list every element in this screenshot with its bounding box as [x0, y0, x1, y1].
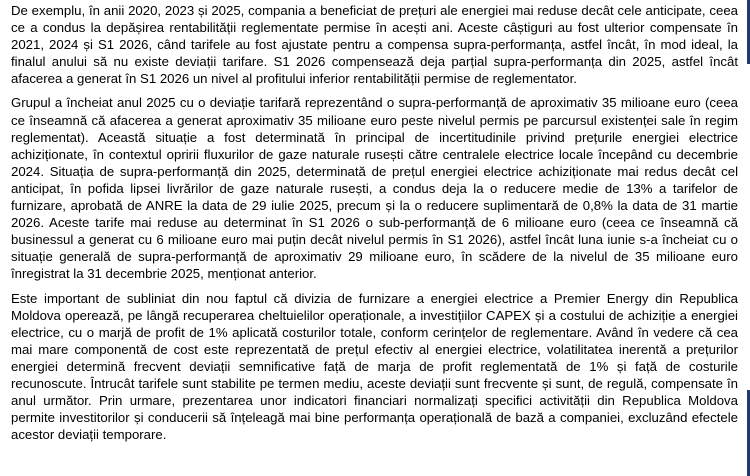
paragraph-tariff-compensation: De exemplu, în anii 2020, 2023 și 2025, compania a beneficiat de prețuri ale energiei mai reduse decât cele anticipate, ceea ce a condus la depășirea rentabilității reglementate permise în acești ani. Aceste câștiguri au fost ulterior compensate în 2021, 2024 și S1 2026, când tarifele au fost ajustate pentru a compensa supra-performanța, astfel încât, în mod ideal, la finalul anului să nu existe deviații tarifare. S1 2026 compensează deja parțial supra-performanța din 2025, astfel încât afacerea a generat în S1 2026 un nivel al profitului inferior rentabilității permise de reglementator. [11, 3, 738, 87]
paragraph-normalized-indicators: Este important de subliniat din nou faptul că divizia de furnizare a energiei electrice a Premier Energy din Republica Moldova operează, pe lângă recuperarea cheltuielilor operaționale, a investițiilor CAPEX și a costului de achiziție a energiei electrice, cu o marjă de profit de 1% aplicată costurilor totale, conform cerințelor de reglementare. Având în vedere că cea mai mare componentă de cost este reprezentată de prețul efectiv al energiei electrice, volatilitatea inerentă a prețurilor energiei determină frecvent deviații semnificative față de marja de profit reglementată de 1% și față de costurile recunoscute. Întrucât tarifele sunt stabilite pe termen mediu, aceste deviații sunt frecvente și sunt, de regulă, compensate în anul următor. Prin urmare, prezentarea unor indicatori financiari normalizați specifici activității din Republica Moldova permite investitorilor și conducerii să înțeleagă mai bine performanța operațională de bază a companiei, excluzând efectele acestor deviații temporare. [11, 290, 738, 443]
document-body [11, 2, 738, 450]
paragraph-2025-deviation: Grupul a încheiat anul 2025 cu o deviație tarifară reprezentând o supra-performanță de aproximativ 35 milioane euro (ceea ce înseamnă că afacerea a generat aproximativ 35 milioane euro peste nivelul permis pe parcursul existenței sale în regim reglementat). Această situație a fost determinată în principal de incertitudinile privind prețurile energiei electrice achiziționate, în contextul opririi fluxurilor de gaze naturale rusești către centralele electrice locale începând cu decembrie 2024. Situația de supra-performanță din 2025, determinată de prețul energiei electrice achiziționate mai redus decât cel anticipat, în pofida lipsei livrărilor de gaze naturale rusești, a condus deja la o reducere medie de 13% a tarifelor de furnizare, aprobată de ANRE la data de 29 iulie 2025, precum și la o reducere suplimentară de 0,8% la data de 31 martie 2026. Aceste tarife mai reduse au determinat în S1 2026 o sub-performanță de 6 milioane euro (ceea ce înseamnă că businessul a generat cu 6 milioane euro mai puțin decât nivelul permis în S1 2026), astfel încât luna iunie s-a încheiat cu o situație generală de supra-performanță de aproximativ 29 milioane euro, în scădere de la nivelul de 35 milioane euro înregistrat la 31 decembrie 2025, menționat anterior. [11, 95, 738, 282]
